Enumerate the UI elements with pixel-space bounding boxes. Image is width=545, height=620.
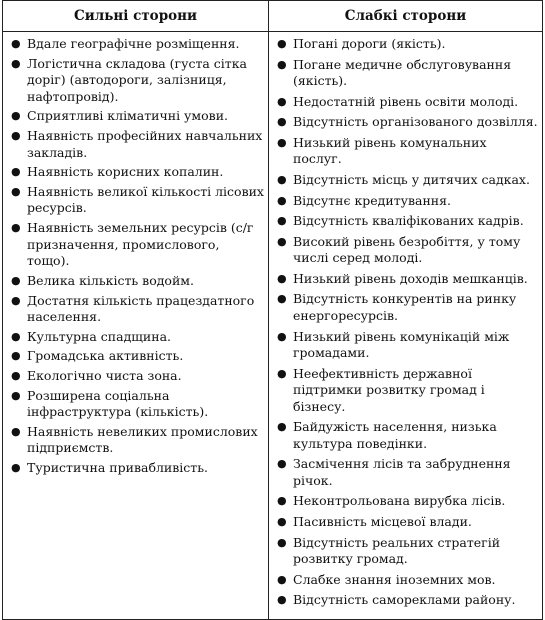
list-item-text: Туристична привабливість. bbox=[27, 460, 208, 476]
weakness-item bbox=[273, 172, 538, 189]
list-item-text: Низький рівень доходів мешканців. bbox=[293, 270, 528, 286]
bullet-icon: ● bbox=[11, 56, 21, 70]
strengths-list bbox=[7, 36, 264, 477]
bullet-icon: ● bbox=[11, 461, 21, 475]
strength-item bbox=[7, 56, 264, 106]
bullet-icon: ● bbox=[277, 366, 287, 380]
weakness-item bbox=[273, 271, 538, 288]
weakness-item bbox=[273, 135, 538, 168]
weaknesses-list bbox=[273, 36, 538, 609]
bullet-icon: ● bbox=[277, 572, 287, 586]
strengths-cell bbox=[3, 32, 269, 620]
weaknesses-header: Слабкі сторони bbox=[269, 1, 543, 32]
bullet-icon: ● bbox=[277, 57, 287, 71]
strength-item bbox=[7, 220, 264, 270]
list-item-text: Неефективність державної підтримки розвитку громад і бізнесу. bbox=[293, 365, 485, 414]
list-item-text: Наявність корисних копалин. bbox=[27, 164, 224, 180]
list-item-text: Наявність великої кількості лісових ресурсів. bbox=[27, 183, 264, 216]
weakness-item bbox=[273, 213, 538, 230]
list-item-text: Достатня кількість працездатного населення. bbox=[27, 292, 255, 324]
weakness-item bbox=[273, 291, 538, 324]
list-item-text: Вдале географічне розміщення. bbox=[27, 36, 240, 51]
list-item-text: Розширена соціальна інфраструктура (кількість). bbox=[27, 387, 209, 420]
bullet-icon: ● bbox=[11, 273, 21, 287]
list-item-text: Байдужість населення, низька культура поведінки. bbox=[293, 419, 497, 451]
weakness-item bbox=[273, 493, 538, 510]
bullet-icon: ● bbox=[277, 37, 287, 50]
list-item-text: Громадська активність. bbox=[27, 348, 184, 364]
bullet-icon: ● bbox=[11, 329, 21, 343]
weakness-item bbox=[273, 535, 538, 568]
strength-item bbox=[7, 348, 264, 365]
bullet-icon: ● bbox=[11, 37, 21, 50]
weakness-item bbox=[273, 94, 538, 111]
bullet-icon: ● bbox=[277, 457, 287, 471]
bullet-icon: ● bbox=[277, 193, 287, 207]
list-item-text: Наявність професійних навчальних закладів. bbox=[27, 128, 263, 160]
weaknesses-cell bbox=[269, 32, 543, 620]
weakness-item bbox=[273, 592, 538, 609]
strength-item bbox=[7, 329, 264, 346]
weakness-item bbox=[273, 419, 538, 452]
list-item-text: Пасивність місцевої влади. bbox=[293, 514, 472, 529]
bullet-icon: ● bbox=[277, 494, 287, 508]
weakness-item bbox=[273, 456, 538, 489]
strength-item bbox=[7, 36, 264, 53]
bullet-icon: ● bbox=[277, 515, 287, 528]
list-item-text: Велика кількість водойм. bbox=[27, 272, 194, 288]
list-item-text: Низький рівень комунальних послуг. bbox=[293, 134, 487, 167]
bullet-icon: ● bbox=[11, 184, 21, 198]
bullet-icon: ● bbox=[11, 293, 21, 307]
bullet-icon: ● bbox=[277, 234, 287, 248]
bullet-icon: ● bbox=[277, 94, 287, 108]
strength-item bbox=[7, 128, 264, 161]
body-row bbox=[3, 32, 543, 620]
list-item-text: Культурна спадщина. bbox=[27, 328, 171, 344]
list-item-text: Відсутність самореклами району. bbox=[293, 592, 516, 608]
weakness-item bbox=[273, 514, 538, 531]
list-item-text: Екологічно чиста зона. bbox=[27, 368, 182, 384]
list-item-text: Відсутнє кредитування. bbox=[293, 192, 451, 208]
weakness-item bbox=[273, 572, 538, 589]
bullet-icon: ● bbox=[277, 420, 287, 434]
list-item-text: Відсутність місць у дитячих садках. bbox=[293, 171, 530, 187]
list-item-text: Неконтрольована вирубка лісів. bbox=[293, 493, 506, 509]
list-item-text: Відсутність конкурентів на ринку енергоресурсів. bbox=[293, 291, 517, 323]
strength-item bbox=[7, 460, 264, 477]
strength-item bbox=[7, 424, 264, 457]
bullet-icon: ● bbox=[11, 424, 21, 438]
bullet-icon: ● bbox=[277, 135, 287, 149]
strength-item bbox=[7, 108, 264, 125]
bullet-icon: ● bbox=[11, 165, 21, 179]
strengths-header: Сильні сторони bbox=[3, 1, 269, 32]
bullet-icon: ● bbox=[11, 221, 21, 235]
weakness-item bbox=[273, 36, 538, 53]
list-item-text: Відсутність кваліфікованих кадрів. bbox=[293, 213, 524, 229]
strength-item bbox=[7, 164, 264, 181]
bullet-icon: ● bbox=[277, 271, 287, 285]
bullet-icon: ● bbox=[11, 129, 21, 143]
list-item-text: Відсутність реальних стратегій розвитку громад. bbox=[293, 534, 501, 567]
list-item-text: Наявність земельних ресурсів (с/г призначення, промислового, тощо). bbox=[27, 220, 254, 269]
bullet-icon: ● bbox=[277, 214, 287, 228]
strength-item bbox=[7, 368, 264, 385]
bullet-icon: ● bbox=[277, 329, 287, 343]
list-item-text: Високий рівень безробіття, у тому числі серед молоді. bbox=[293, 233, 521, 266]
bullet-icon: ● bbox=[11, 109, 21, 123]
strength-item bbox=[7, 293, 264, 326]
list-item-text: Погані дороги (якість). bbox=[293, 36, 446, 51]
bullet-icon: ● bbox=[277, 292, 287, 306]
bullet-icon: ● bbox=[277, 593, 287, 607]
bullet-icon: ● bbox=[277, 172, 287, 186]
list-item-text: Низький рівень комунікацій між громадами. bbox=[293, 328, 510, 361]
weakness-item bbox=[273, 193, 538, 210]
list-item-text: Наявність невеликих промислових підприємств. bbox=[27, 423, 258, 456]
list-item-text: Логістична складова (густа сітка доріг) (автодороги, залізниця, нафтопровід). bbox=[27, 55, 247, 104]
strength-item bbox=[7, 184, 264, 217]
strength-item bbox=[7, 273, 264, 290]
weakness-item bbox=[273, 57, 538, 90]
bullet-icon: ● bbox=[11, 369, 21, 383]
bullet-icon: ● bbox=[11, 388, 21, 402]
weakness-item bbox=[273, 329, 538, 362]
list-item-text: Відсутність організованого дозвілля. bbox=[293, 114, 538, 130]
list-item-text: Засмічення лісів та забруднення річок. bbox=[293, 456, 511, 488]
bullet-icon: ● bbox=[277, 115, 287, 129]
swot-table bbox=[2, 0, 543, 620]
weakness-item bbox=[273, 234, 538, 267]
bullet-icon: ● bbox=[277, 535, 287, 549]
weakness-item bbox=[273, 366, 538, 416]
list-item-text: Слабке знання іноземних мов. bbox=[293, 571, 496, 587]
list-item-text: Сприятливі кліматичні умови. bbox=[27, 108, 228, 124]
list-item-text: Недостатній рівень освіти молоді. bbox=[293, 93, 519, 109]
bullet-icon: ● bbox=[11, 349, 21, 363]
strength-item bbox=[7, 388, 264, 421]
list-item-text: Погане медичне обслуговування (якість). bbox=[293, 56, 512, 89]
header-row bbox=[3, 1, 543, 32]
weakness-item bbox=[273, 114, 538, 131]
